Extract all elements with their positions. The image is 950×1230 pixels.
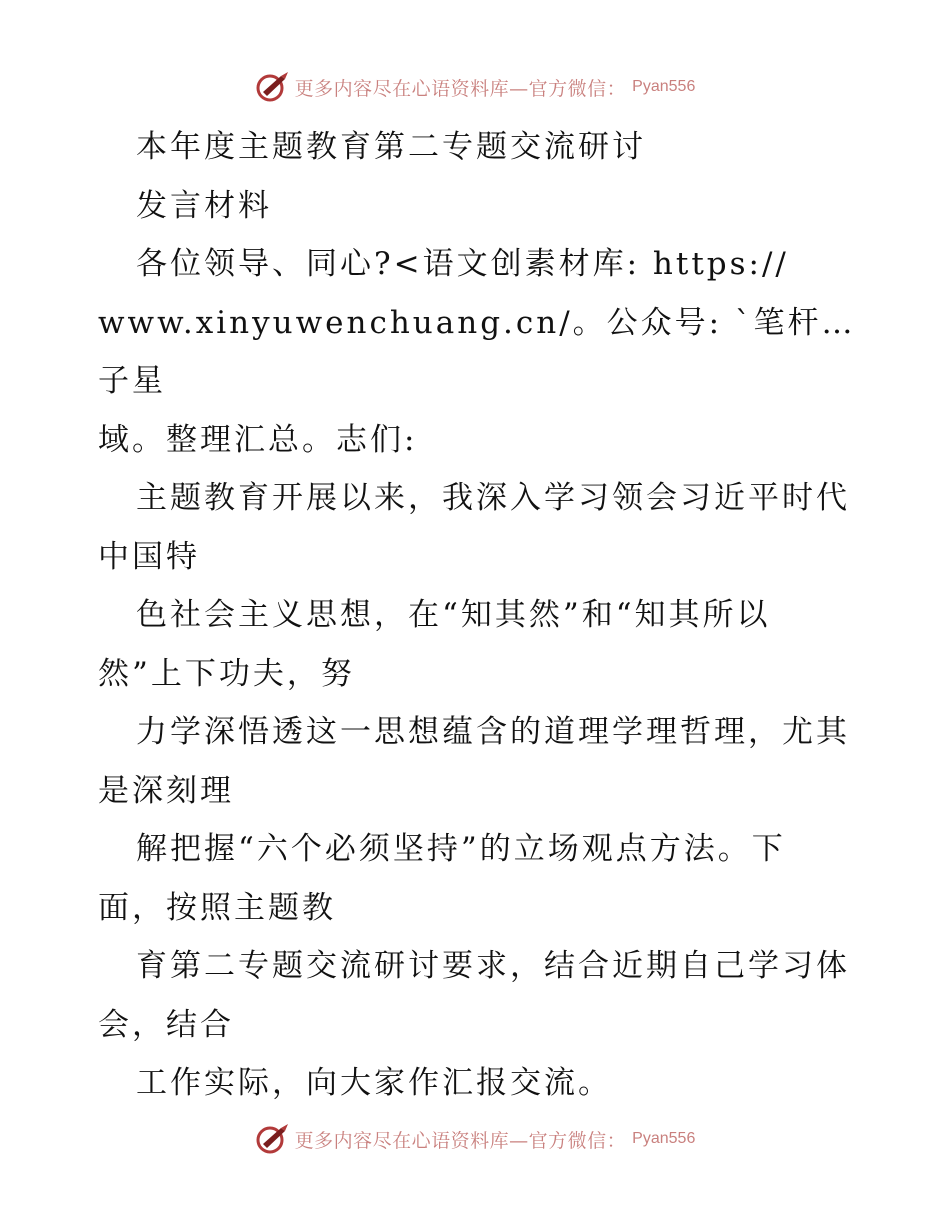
paragraph-line: 各位领导、同心?<语文创素材库: https:// — [136, 246, 789, 282]
paragraph-line: 解把握“六个必须坚持”的立场观点方法。下 — [136, 831, 786, 867]
paragraph-line: 主题教育开展以来，我深入学习领会习近平时代 — [136, 480, 850, 516]
watermark-text: 更多内容尽在心语资料库—官方微信： — [294, 1129, 627, 1152]
paragraph-line: 然”上下功夫，努 — [98, 655, 355, 692]
wechat-id: Pyan556 — [632, 78, 696, 95]
paragraph-line: 育第二专题交流研讨要求，结合近期自己学习体 — [136, 948, 850, 984]
paragraph-line: 色社会主义思想，在“知其然”和“知其所以 — [136, 597, 771, 633]
doc-title-line: 发言材料 — [136, 187, 272, 224]
footer-watermark — [0, 1122, 950, 1156]
paragraph-line: www.xinyuwenchuang.cn/。公众号: `笔杆…子星 — [98, 304, 856, 399]
doc-title-line: 本年度主题教育第二专题交流研讨 — [136, 129, 646, 165]
paragraph-line: 会，结合 — [98, 1006, 234, 1043]
paragraph-line: 中国特 — [98, 538, 200, 575]
header-watermark — [0, 70, 950, 104]
paragraph-line: 工作实际，向大家作汇报交流。 — [136, 1065, 612, 1101]
paragraph-line: 域。整理汇总。志们: — [98, 421, 418, 458]
watermark-text: 更多内容尽在心语资料库—官方微信： — [294, 77, 627, 100]
paragraph-line: 力学深悟透这一思想蕴含的道理学理哲理，尤其 — [136, 714, 850, 750]
quill-seal-icon — [255, 70, 289, 104]
quill-seal-icon — [255, 1122, 289, 1156]
wechat-id: Pyan556 — [632, 1130, 696, 1147]
document-body — [98, 118, 858, 1113]
paragraph-line: 面，按照主题教 — [98, 889, 336, 926]
paragraph-line: 是深刻理 — [98, 772, 234, 809]
